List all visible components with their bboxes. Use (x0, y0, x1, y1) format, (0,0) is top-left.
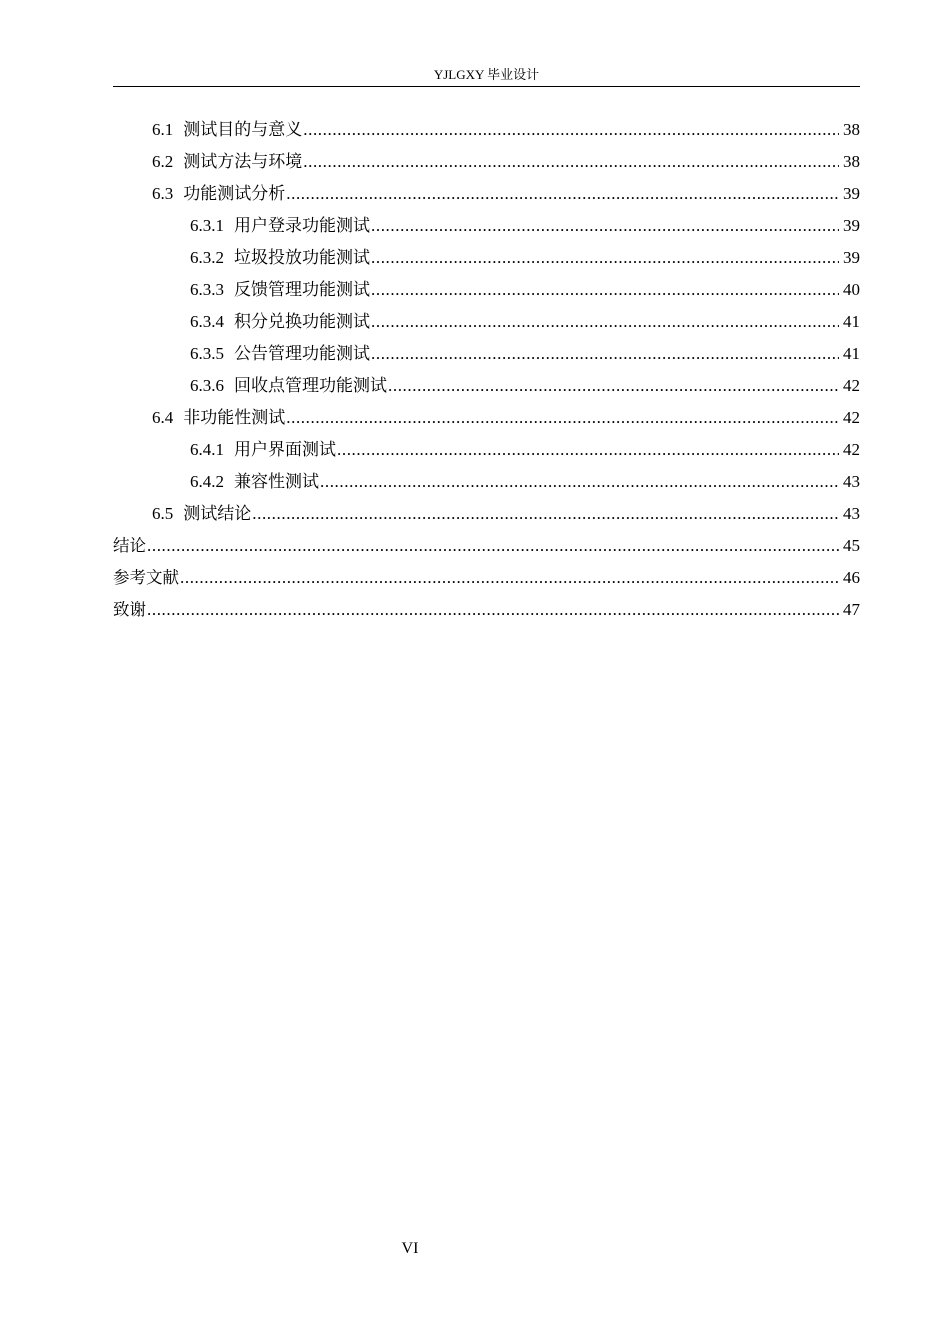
toc-entry-number: 6.3.4 (190, 312, 224, 331)
toc-dot-leader (371, 242, 839, 274)
toc-entry-page: 47 (843, 600, 860, 619)
toc-dot-leader (147, 530, 839, 562)
toc-entry-title: 公告管理功能测试 (234, 344, 370, 363)
toc-dot-leader (180, 562, 839, 594)
toc-entry[interactable] (113, 242, 860, 274)
toc-entry[interactable] (113, 498, 860, 530)
toc-entry-page: 46 (843, 568, 860, 587)
toc-entry[interactable] (113, 210, 860, 242)
toc-entry-page: 39 (843, 248, 860, 267)
toc-entry-number: 6.1 (152, 120, 174, 139)
toc-dot-leader (303, 114, 839, 146)
toc-entry-number: 6.4.2 (190, 472, 224, 491)
toc-dot-leader (147, 594, 839, 626)
toc-dot-leader (371, 274, 839, 306)
toc-entry-title: 测试结论 (183, 504, 252, 523)
header-rule (113, 86, 860, 87)
toc-entry-title: 非功能性测试 (183, 408, 286, 427)
toc-entry[interactable] (113, 114, 860, 146)
toc-entry-number: 6.3.3 (190, 280, 224, 299)
toc-dot-leader (286, 178, 839, 210)
toc-entry[interactable] (113, 594, 860, 626)
toc-entry-title: 功能测试分析 (183, 184, 286, 203)
toc-entry-number: 6.3.2 (190, 248, 224, 267)
toc-dot-leader (320, 466, 839, 498)
toc-entry[interactable] (113, 370, 860, 402)
toc-entry-number: 6.3.5 (190, 344, 224, 363)
toc-entry[interactable] (113, 338, 860, 370)
toc-entry-page: 42 (843, 408, 860, 427)
toc-entry[interactable] (113, 466, 860, 498)
toc-entry-page: 45 (843, 536, 860, 555)
toc-entry-title: 积分兑换功能测试 (234, 312, 370, 331)
toc-entry-title: 回收点管理功能测试 (234, 376, 387, 395)
toc-entry-page: 43 (843, 472, 860, 491)
toc-entry-number: 6.3.6 (190, 376, 224, 395)
toc-dot-leader (371, 306, 839, 338)
page-header: YJLGXY 毕业设计 (433, 67, 540, 82)
toc-entry-page: 40 (843, 280, 860, 299)
toc-entry-page: 39 (843, 184, 860, 203)
toc-entry-title: 结论 (113, 536, 146, 555)
toc-entry-page: 41 (843, 312, 860, 331)
toc-dot-leader (303, 146, 839, 178)
toc-entry[interactable] (113, 434, 860, 466)
toc-entry[interactable] (113, 146, 860, 178)
toc-entry-page: 39 (843, 216, 860, 235)
toc-entry-page: 38 (843, 152, 860, 171)
toc-entry-number: 6.4.1 (190, 440, 224, 459)
toc-dot-leader (337, 434, 839, 466)
toc-dot-leader (371, 210, 839, 242)
toc-entry-title: 致谢 (113, 600, 146, 619)
toc-entry[interactable] (113, 402, 860, 434)
toc-dot-leader (286, 402, 839, 434)
toc-entry-page: 43 (843, 504, 860, 523)
toc-entry-title: 测试方法与环境 (183, 152, 303, 171)
toc-entry-number: 6.3 (152, 184, 174, 203)
table-of-contents (113, 114, 860, 626)
toc-entry-page: 41 (843, 344, 860, 363)
toc-entry[interactable] (113, 274, 860, 306)
toc-dot-leader (252, 498, 839, 530)
toc-entry[interactable] (113, 306, 860, 338)
toc-entry-number: 6.3.1 (190, 216, 224, 235)
toc-entry-title: 兼容性测试 (234, 472, 319, 491)
toc-entry-page: 42 (843, 440, 860, 459)
toc-dot-leader (388, 370, 839, 402)
toc-entry-page: 42 (843, 376, 860, 395)
toc-entry[interactable] (113, 178, 860, 210)
toc-entry-title: 用户登录功能测试 (234, 216, 370, 235)
toc-entry-number: 6.2 (152, 152, 174, 171)
toc-entry-title: 反馈管理功能测试 (234, 280, 370, 299)
toc-entry-page: 38 (843, 120, 860, 139)
page-number: VI (401, 1240, 419, 1257)
toc-entry[interactable] (113, 562, 860, 594)
toc-entry-number: 6.4 (152, 408, 174, 427)
toc-entry-title: 参考文献 (113, 568, 179, 587)
toc-entry-title: 用户界面测试 (234, 440, 336, 459)
toc-entry-number: 6.5 (152, 504, 174, 523)
toc-entry[interactable] (113, 530, 860, 562)
toc-entry-title: 测试目的与意义 (183, 120, 303, 139)
toc-entry-title: 垃圾投放功能测试 (234, 248, 370, 267)
toc-dot-leader (371, 338, 839, 370)
